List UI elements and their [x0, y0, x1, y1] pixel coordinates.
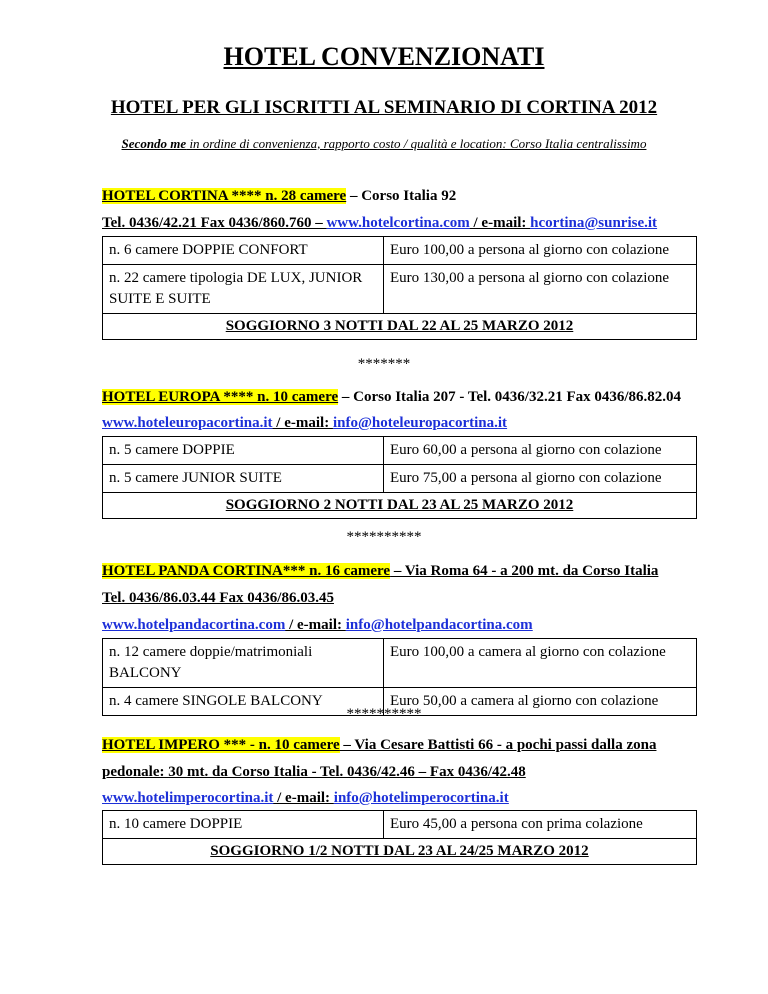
hotel-cortina-address: – Corso Italia 92 — [346, 188, 457, 204]
hotel-panda-email-label: / e-mail: — [285, 617, 346, 633]
hotel-europa-heading — [102, 389, 681, 406]
hotel-impero-name: HOTEL IMPERO *** - n. 10 camere — [102, 737, 340, 753]
room-type-cell: n. 6 camere DOPPIE CONFORT — [103, 237, 384, 265]
price-cell: Euro 100,00 a persona al giorno con colazione — [384, 237, 697, 265]
hotel-europa-website-link[interactable]: www.hoteleuropacortina.it — [102, 415, 273, 431]
price-cell: Euro 130,00 a persona al giorno con colazione — [384, 265, 697, 314]
hotel-impero-heading — [102, 737, 656, 754]
hotel-europa-email-link[interactable]: info@hoteleuropacortina.it — [332, 415, 508, 431]
stay-period: SOGGIORNO 2 NOTTI DAL 23 AL 25 MARZO 2012 — [103, 493, 697, 519]
ranking-note-bold: Secondo me — [121, 136, 187, 151]
hotel-impero-email-label: / e-mail: — [273, 790, 334, 806]
table-row — [103, 639, 697, 688]
hotel-cortina-email-link[interactable]: hcortina@sunrise.it — [530, 215, 658, 231]
table-row — [103, 839, 697, 865]
separator: ********** — [346, 706, 422, 722]
hotel-cortina-phone-fax: Tel. 0436/42.21 Fax 0436/860.760 – — [102, 215, 327, 231]
hotel-panda-heading — [102, 563, 658, 580]
room-type-cell: n. 4 camere SINGOLE BALCONY — [103, 688, 384, 716]
hotel-impero-email-link[interactable]: info@hotelimperocortina.it — [333, 790, 509, 806]
hotel-impero-contacts — [102, 790, 509, 807]
hotel-panda-contacts — [102, 617, 533, 634]
page-subtitle: HOTEL PER GLI ISCRITTI AL SEMINARIO DI CORTINA 2012 — [110, 97, 658, 118]
table-row — [103, 237, 697, 265]
table-row — [103, 437, 697, 465]
separator: ******* — [357, 356, 411, 372]
hotel-cortina-heading — [102, 188, 456, 205]
table-row — [103, 811, 697, 839]
hotel-europa-email-label: / e-mail: — [272, 415, 333, 431]
ranking-note — [0, 136, 768, 152]
price-cell: Euro 60,00 a persona al giorno con colazione — [384, 437, 697, 465]
hotel-panda-table — [102, 638, 697, 716]
table-row — [103, 465, 697, 493]
page-title: HOTEL CONVENZIONATI — [223, 42, 545, 71]
hotel-impero-address: – Via Cesare Battisti 66 - a pochi passi dalla zona — [339, 737, 657, 753]
stay-period: SOGGIORNO 3 NOTTI DAL 22 AL 25 MARZO 2012 — [103, 314, 697, 340]
hotel-cortina-name: HOTEL CORTINA **** n. 28 camere — [102, 188, 347, 204]
price-cell: Euro 50,00 a camera al giorno con colazione — [384, 688, 697, 716]
table-row — [103, 493, 697, 519]
hotel-panda-address: – Via Roma 64 - a 200 mt. da Corso Italia — [390, 563, 659, 579]
hotel-cortina-website-link[interactable]: www.hotelcortina.com — [326, 215, 470, 231]
hotel-europa-address: – Corso Italia 207 - Tel. 0436/32.21 Fax 0436/86.82.04 — [338, 389, 682, 405]
price-cell: Euro 45,00 a persona con prima colazione — [384, 811, 697, 839]
room-type-cell: n. 22 camere tipologia DE LUX, JUNIOR SUITE E SUITE — [103, 265, 384, 314]
hotel-impero-address-line2: pedonale: 30 mt. da Corso Italia - Tel. 0436/42.46 – Fax 0436/42.48 — [102, 764, 526, 780]
room-type-cell: n. 5 camere DOPPIE — [103, 437, 384, 465]
room-type-cell: n. 10 camere DOPPIE — [103, 811, 384, 839]
hotel-panda-email-link[interactable]: info@hotelpandacortina.com — [345, 617, 533, 633]
price-cell: Euro 75,00 a persona al giorno con colazione — [384, 465, 697, 493]
price-cell: Euro 100,00 a camera al giorno con colazione — [384, 639, 697, 688]
hotel-europa-name: HOTEL EUROPA **** n. 10 camere — [102, 389, 339, 405]
hotel-cortina-table — [102, 236, 697, 340]
hotel-panda-name: HOTEL PANDA CORTINA*** n. 16 camere — [102, 563, 391, 579]
hotel-panda-phone-fax: Tel. 0436/86.03.44 Fax 0436/86.03.45 — [102, 590, 334, 606]
hotel-impero-table — [102, 810, 697, 865]
room-type-cell: n. 5 camere JUNIOR SUITE — [103, 465, 384, 493]
table-row — [103, 314, 697, 340]
hotel-europa-table — [102, 436, 697, 519]
hotel-cortina-email-label: / e-mail: — [469, 215, 531, 231]
hotel-panda-website-link[interactable]: www.hotelpandacortina.com — [102, 617, 286, 633]
ranking-note-text: in ordine di convenienza, rapporto costo / qualità e location: Corso Italia centralissimo — [186, 136, 647, 151]
hotel-impero-website-link[interactable]: www.hotelimperocortina.it — [102, 790, 274, 806]
hotel-cortina-contacts — [102, 215, 657, 232]
separator: ********** — [346, 529, 422, 545]
room-type-cell: n. 12 camere doppie/matrimoniali BALCONY — [103, 639, 384, 688]
table-row — [103, 265, 697, 314]
hotel-europa-contacts — [102, 415, 507, 432]
stay-period: SOGGIORNO 1/2 NOTTI DAL 23 AL 24/25 MARZO 2012 — [103, 839, 697, 865]
